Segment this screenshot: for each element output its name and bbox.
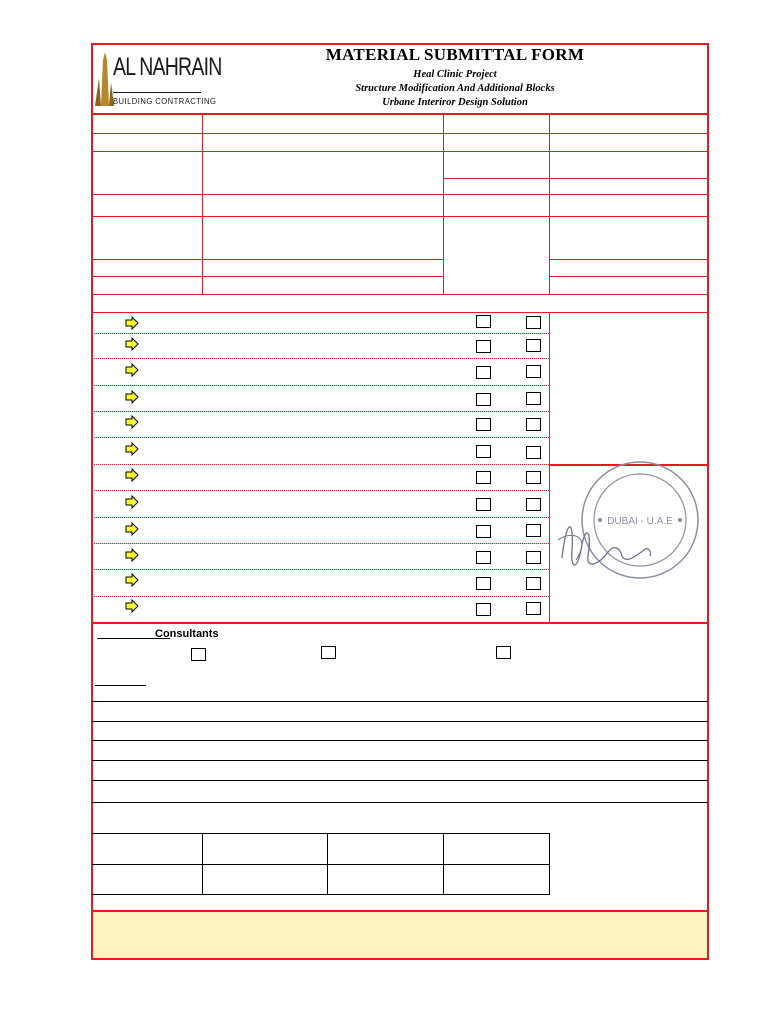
checkbox-no[interactable] — [526, 418, 541, 431]
grid-line — [92, 216, 708, 217]
checkbox-no[interactable] — [526, 498, 541, 511]
grid-line — [92, 276, 444, 277]
checkbox-yes[interactable] — [476, 551, 491, 564]
signature-grid-col — [443, 833, 444, 894]
checkbox-yes[interactable] — [476, 418, 491, 431]
checklist-row-line — [92, 517, 549, 518]
comment-line[interactable] — [92, 740, 708, 741]
checklist-bottom — [92, 622, 708, 624]
checklist-row-line — [92, 490, 549, 491]
grid-line — [550, 259, 708, 260]
stamp-location: DUBAI - U.A.E — [607, 516, 673, 527]
checkbox-yes[interactable] — [476, 445, 491, 458]
comment-line[interactable] — [92, 721, 708, 722]
comment-line[interactable] — [92, 760, 708, 761]
grid-col — [443, 113, 444, 294]
arrow-right-icon — [125, 316, 139, 330]
checklist-row-line — [92, 596, 549, 597]
checklist-row-line — [92, 333, 549, 334]
checklist-row-line — [92, 437, 549, 438]
checklist-row-line — [92, 464, 549, 465]
company-logo — [93, 46, 222, 108]
remarks-underline — [95, 685, 146, 686]
comment-line[interactable] — [92, 780, 708, 781]
comment-line[interactable] — [92, 701, 708, 702]
arrow-right-icon — [125, 442, 139, 456]
consultants-label: Consultants — [155, 628, 219, 640]
checklist-row-line — [92, 543, 549, 544]
checkbox-yes[interactable] — [476, 393, 491, 406]
grid-col — [202, 113, 203, 294]
checkbox-no[interactable] — [526, 365, 541, 378]
signature-grid-col — [202, 833, 203, 894]
comment-line[interactable] — [92, 802, 708, 803]
checkbox-no[interactable] — [526, 471, 541, 484]
checkbox-no[interactable] — [526, 524, 541, 537]
checkbox-no[interactable] — [526, 551, 541, 564]
header-divider — [92, 113, 708, 115]
grid-line — [92, 312, 708, 313]
logo-rule — [113, 92, 201, 93]
logo-tagline: BUILDING CONTRACTING — [113, 96, 217, 106]
grid-line — [92, 294, 708, 295]
signature-grid-line — [92, 864, 550, 865]
project-name: Heal Clinic Project — [413, 69, 497, 80]
logo-name: AL NAHRAIN — [113, 53, 222, 81]
footer-note-area — [93, 912, 707, 958]
checkbox-no[interactable] — [526, 446, 541, 459]
checklist-row-line — [92, 358, 549, 359]
arrow-right-icon — [125, 495, 139, 509]
checkbox-no[interactable] — [526, 602, 541, 615]
consultant-option-2-checkbox[interactable] — [321, 646, 336, 659]
grid-line — [92, 194, 708, 195]
project-scope: Structure Modification And Additional Blocks — [355, 83, 555, 94]
checkbox-yes[interactable] — [476, 366, 491, 379]
checkbox-yes[interactable] — [476, 603, 491, 616]
tower-emblem-icon — [93, 48, 115, 108]
checkbox-yes[interactable] — [476, 315, 491, 328]
checklist-row-line — [92, 411, 549, 412]
form-title: MATERIAL SUBMITTAL FORM — [325, 45, 585, 64]
company-stamp — [552, 460, 706, 620]
arrow-right-icon — [125, 390, 139, 404]
checkbox-yes[interactable] — [476, 471, 491, 484]
signature-grid-col — [549, 833, 550, 894]
grid-line — [92, 259, 444, 260]
checklist-col — [549, 312, 550, 623]
grid-line — [550, 276, 708, 277]
arrow-right-icon — [125, 337, 139, 351]
signature-grid-line — [92, 894, 550, 895]
consultant-option-3-checkbox[interactable] — [496, 646, 511, 659]
consultant-option-1-checkbox[interactable] — [191, 648, 206, 661]
arrow-right-icon — [125, 363, 139, 377]
arrow-right-icon — [125, 468, 139, 482]
checklist-row-line — [92, 569, 549, 570]
grid-line — [443, 178, 708, 179]
project-designer: Urbane Interiror Design Solution — [382, 97, 528, 108]
arrow-right-icon — [125, 522, 139, 536]
checkbox-yes[interactable] — [476, 577, 491, 590]
grid-line — [92, 133, 708, 134]
checkbox-yes[interactable] — [476, 340, 491, 353]
checklist-row-line — [92, 385, 549, 386]
arrow-right-icon — [125, 599, 139, 613]
signature-grid-line — [92, 833, 550, 834]
checkbox-yes[interactable] — [476, 525, 491, 538]
arrow-right-icon — [125, 548, 139, 562]
arrow-right-icon — [125, 573, 139, 587]
checkbox-no[interactable] — [526, 339, 541, 352]
signature-grid-col — [327, 833, 328, 894]
checkbox-no[interactable] — [526, 316, 541, 329]
checkbox-no[interactable] — [526, 577, 541, 590]
grid-line — [92, 151, 708, 152]
grid-col — [549, 113, 550, 294]
checkbox-no[interactable] — [526, 392, 541, 405]
arrow-right-icon — [125, 415, 139, 429]
checkbox-yes[interactable] — [476, 498, 491, 511]
